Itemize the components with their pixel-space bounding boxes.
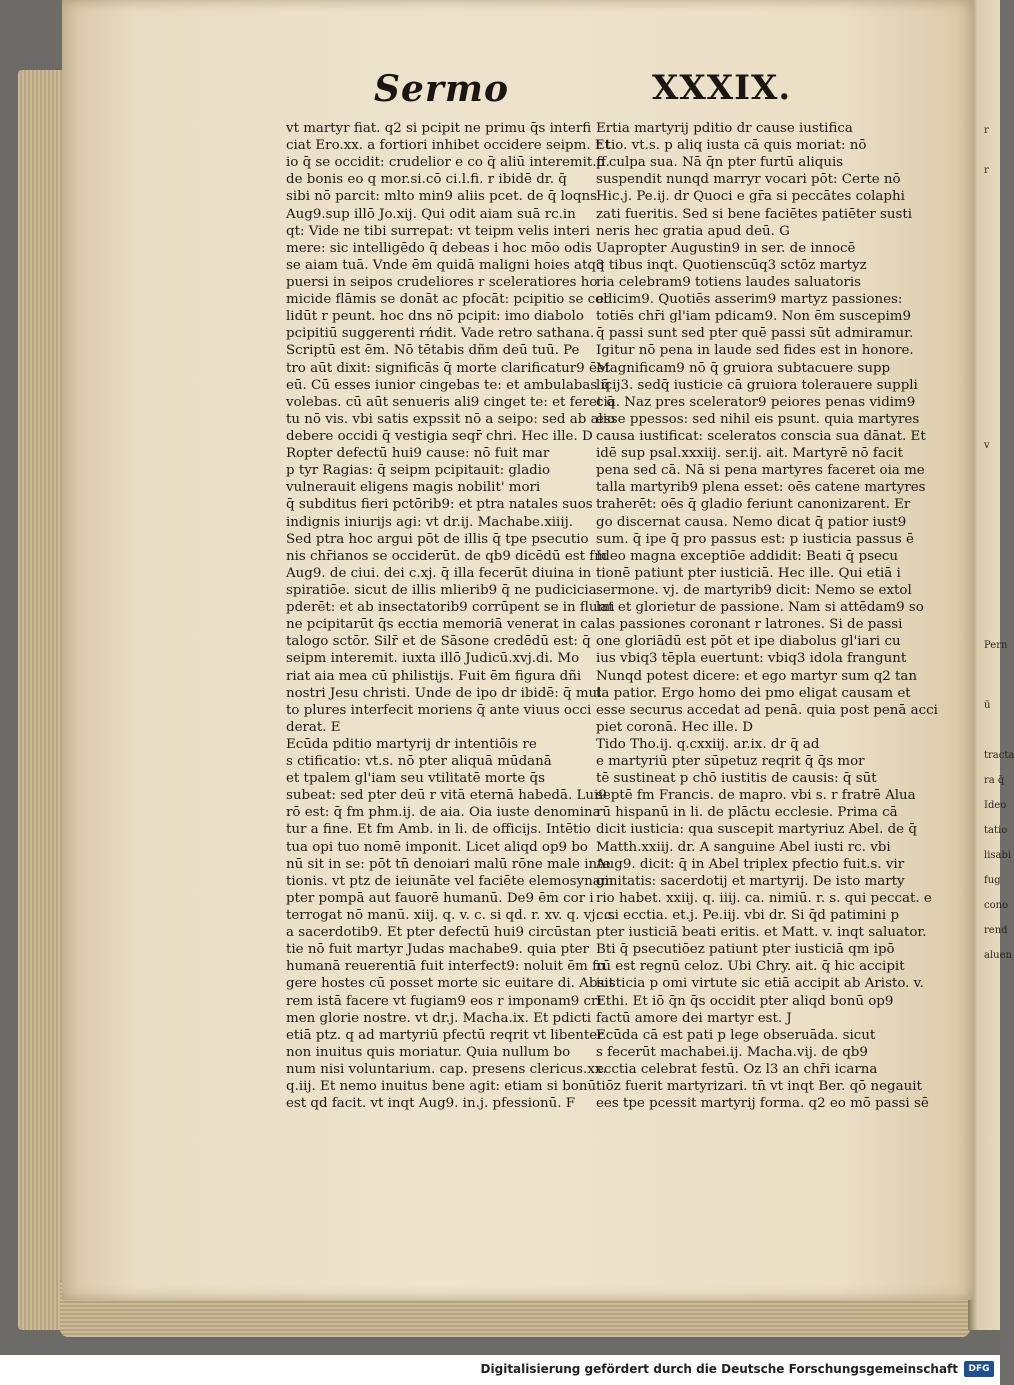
text-line: terrogat nō manū. xiij. q. v. c. si qd. r. xv. q. vj. c. <box>286 908 616 924</box>
text-line: esse ppessos: sed nihil eis psunt. quia martyres <box>596 411 920 427</box>
text-line: tiōz fuerit martyrizari. tn̄ vt inqt Ber. qō negauit <box>596 1079 922 1095</box>
facing-page-fragment: fug <box>984 875 1001 886</box>
text-line: nis chr̄ianos se occiderūt. de qb9 dicēdū est fm <box>286 548 607 564</box>
text-line: pderēt: et ab insectatorib9 corrūpent se in flumi <box>286 600 615 616</box>
text-line: tur a fine. Et fm Amb. in li. de officijs. Intētio <box>286 822 591 838</box>
text-line: factū amore dei martyr est. J <box>596 1010 792 1026</box>
text-line: puersi in seipos crudeliores r sceleratiores ho <box>286 274 598 290</box>
text-line: rio habet. xxiij. q. iiij. ca. nimiū. r. s. qui peccat. e <box>596 890 932 906</box>
text-line: est qd facit. vt inqt Aug9. in.j. pfessionū. F <box>286 1096 576 1112</box>
text-line: Ideo magna exceptiōe addidit: Beati q̄ psecu <box>596 548 899 564</box>
text-line: vulnerauit eligens magis nobilit' mori <box>286 480 541 496</box>
text-line: tro aūt dixit: significās q̄ morte clarificatur9 ēet <box>286 360 611 376</box>
facing-page-fragment: rend <box>984 925 1008 936</box>
text-line: esse securus accedat ad penā. quia post penā acci <box>596 702 938 718</box>
text-line: rem istā facere vt fugiam9 eos r imponam9 cri <box>286 993 602 1009</box>
text-line: talogo sctōr. Silr̄ et de Sāsone credēdū est: q̄ <box>286 634 591 650</box>
text-line: pena sed cā. Nā si pena martyres faceret oia me <box>596 463 925 479</box>
text-line: t tio. vt.s. p aliq iusta cā quis moriat: nō <box>596 138 867 154</box>
text-line: e martyriū pter sūpetuz reqrit q̄ q̄s mor <box>596 754 865 770</box>
text-line: pcipitiū suggerenti rńdit. Vade retro sathana. <box>286 326 595 342</box>
text-line: eū. Cū esses iunior cingebas te: et ambulabas q̄ <box>286 377 611 393</box>
text-line: one gloriādū est pōt et ipe diabolus gl'iari cu <box>596 634 901 650</box>
facing-page-fragment: tatio <box>984 825 1008 836</box>
facing-page-fragment: lisabi <box>984 850 1012 861</box>
left-text-column <box>286 120 616 1112</box>
text-line: humanā reuerentiā fuit interfect9: noluit ēm fu <box>286 959 606 975</box>
text-line: ciat Ero.xx. a fortiori inhibet occidere seipm. Et <box>286 138 610 154</box>
text-line: go discernat causa. Nemo dicat q̄ patior iust9 <box>596 514 907 530</box>
text-line: ria celebram9 totiens laudes saluatoris <box>596 274 862 290</box>
text-line: Ropter defectū hui9 cause: nō fuit mar <box>286 446 550 462</box>
text-line: Aug9. de ciui. dei c.xj. q̄ illa fecerūt diuina in <box>286 565 592 581</box>
facing-page-fragment: v <box>984 440 990 451</box>
text-line: cia. Naz pres scelerator9 peiores penas vidim9 <box>596 394 916 410</box>
text-line: nostri Jesu christi. Unde de ipo dr ibidē: q̄ mul <box>286 685 602 701</box>
text-line: s fecerūt machabei.ij. Macha.vij. de qb9 <box>596 1044 868 1060</box>
text-line: tua opi tuo nomē imponit. Licet aliqd op9 bo <box>286 839 588 855</box>
text-line: ees tpe pcessit martyrij forma. q2 eo mō passi sē <box>596 1096 929 1112</box>
text-line: Matth.xxiij. dr. A sanguine Abel iusti rc. vbi <box>596 839 891 855</box>
text-line: Igitur nō pena in laude sed fides est in honore. <box>596 343 914 359</box>
text-line: lat et glorietur de passione. Nam si attēdam9 so <box>596 600 924 616</box>
text-line: volebas. cū aūt senueris ali9 cinget te: et feret q̄ <box>286 394 616 410</box>
funding-notice: Digitalisierung gefördert durch die Deutsche Forschungsgemeinschaft <box>480 1362 958 1376</box>
text-line: a sacerdotib9. Et pter defectū hui9 circūstan <box>286 925 592 941</box>
facing-page-fragment: r <box>984 165 989 176</box>
text-line: lidūt r peunt. hoc dns nō pcipit: imo diabolo <box>286 309 584 325</box>
text-line: Sed ptra hoc argui pōt de illis q̄ tpe psecutio <box>286 531 589 547</box>
text-line: de bonis eo q mor.si.cō ci.l.fi. r ibidē dr. q̄ <box>286 172 567 188</box>
text-line: sermone. vj. de martyrib9 dicit: Nemo se extol <box>596 582 912 598</box>
text-line: nū sit in se: pōt tn̄ denoiari malū rōne male inte <box>286 856 611 872</box>
text-line: sibi nō parcit: mlto min9 aliis pcet. de q̄ loqns <box>286 189 597 205</box>
text-line: Tido Tho.ij. q.cxxiij. ar.ix. dr q̄ ad <box>596 736 820 752</box>
text-line: Nunqd potest dicere: et ego martyr sum q2 tan <box>596 668 918 684</box>
text-line: se aiam tuā. Vnde ēm quidā maligni hoies atq3 <box>286 257 605 273</box>
text-line: dicit iusticia: qua suscepit martyriuz Abel. de q̄ <box>596 822 917 838</box>
text-line: pter pompā aut fauorē humanū. De9 ēm cor i <box>286 890 594 906</box>
right-text-column <box>596 120 938 1112</box>
text-line: vt martyr fiat. q2 si pcipit ne primu q̄s interfi <box>286 121 592 136</box>
text-line: q.iij. Et nemo inuitus bene agit: etiam si bonū <box>286 1079 597 1095</box>
facing-page-fragment: Ideo <box>984 800 1007 811</box>
text-line: talla martyrib9 plena esset: oēs catene martyres <box>596 480 926 496</box>
text-line: tie nō fuit martyr Judas machabe9. quia pter <box>286 942 589 958</box>
text-line: q̄ passi sunt sed pter quē passi sūt admiramur. <box>596 326 914 342</box>
text-line: subeat: sed pter deū r vitā eternā habedā. Lui9 <box>286 788 607 804</box>
text-line: indignis iniurijs agi: vt dr.ij. Machabe.xiiij. <box>286 514 574 530</box>
text-line: gere hostes cū posset morte sic euitare di. Absit <box>286 976 614 992</box>
text-line: to plures interfecit moriens q̄ ante viuus occi <box>286 702 592 718</box>
text-line: Ethi. Et iō q̄n q̄s occidit pter aliqd bonū op9 <box>596 993 894 1009</box>
text-line: Magnificam9 nō q̄ gruiora subtacuere supp <box>596 360 891 376</box>
facing-page-fragment: r <box>984 125 989 136</box>
text-line: piet coronā. Hec ille. D <box>596 719 753 735</box>
text-line: seipm interemit. iuxta illō Judicū.xvj.di. Mo <box>286 651 580 667</box>
text-line: ta patior. Ergo homo dei pmo eligat causam et <box>596 685 911 701</box>
text-line: debere occidi q̄ vestigia seqr̄ chri. Hec ille. D <box>286 428 593 444</box>
text-line: sum. q̄ ipe q̄ pro passus est: p iusticia passus ē <box>596 531 914 547</box>
facing-page-fragment: Pern <box>984 640 1008 651</box>
text-line: pter iusticiā beati eritis. et Matt. v. inqt saluator. <box>596 925 927 941</box>
text-line: licij3. sedq̄ iusticie cā gruiora tolerauere suppli <box>596 377 918 393</box>
facing-page-fragment: ra q̄ <box>984 775 1005 786</box>
facing-page-fragment: aluen <box>984 950 1012 961</box>
text-line: q tibus inqt. Quotienscūq3 sctōz martyz <box>596 257 867 273</box>
text-line: neris hec gratia apud deū. G <box>596 223 790 239</box>
text-line: io q̄ se occidit: crudelior e co q̄ aliū interemit.ff. <box>286 155 610 171</box>
text-line: ne pcipitarūt q̄s ecctia memoriā venerat in ca <box>286 617 596 633</box>
text-line: micide flāmis se donāt ac pfocāt: pcipitio se col <box>286 292 608 308</box>
text-line: tē sustineat p chō iustitis de causis: q̄ sūt <box>596 771 877 787</box>
text-line: Bti q̄ psecutiōez patiunt pter iusticiā qm ipō <box>596 942 895 958</box>
facing-page-fragment: ū <box>984 700 991 711</box>
text-line: Hic.j. Pe.ij. dr Quoci e gr̄a si peccātes colaphi <box>596 189 905 205</box>
running-head-left: Sermo <box>374 68 509 110</box>
text-line: edicim9. Quotiēs asserim9 martyz passiones: <box>596 292 903 308</box>
text-line: ecctia celebrat festū. Oz l3 an chr̄i icarna <box>596 1062 878 1078</box>
text-line: tu nō vis. vbi satis expssit nō a seipo: sed ab alio <box>286 411 616 427</box>
text-line: iusticia p omi virtute sic etiā accipit ab Aristo. v. <box>596 976 924 992</box>
text-line: num nisi voluntarium. cap. presens clericus.xx. <box>286 1062 607 1078</box>
text-line: qt: Vide ne tibi surrepat: vt teipm velis interi <box>286 223 591 239</box>
text-line: Scriptū est ēm. Nō tētabis dñm deū tuū. Pe <box>286 343 580 359</box>
text-line: Aug9.sup illō Jo.xij. Qui odit aiam suā rc.in <box>286 206 576 222</box>
text-line: rū hispanū in li. de plāctu ecclesie. Prima cā <box>596 805 898 821</box>
text-line: suspendit nunqd marryr vocari pōt: Certe nō <box>596 172 901 188</box>
text-line: etiā ptz. q ad martyriū pfectū reqrit vt libenter <box>286 1027 604 1043</box>
text-line: Aug9. dicit: q̄ in Abel triplex pfectio fuit.s. vir <box>596 856 905 872</box>
text-line: c.si ecctia. et.j. Pe.iij. vbi dr. Si q̄d patimini p <box>596 908 900 924</box>
running-head-right: XXXIX. <box>652 68 792 108</box>
text-line: rō est: q̄ fm phm.ij. de aia. Oia iuste denomina <box>286 805 601 821</box>
text-line: ius vbiq3 tēpla euertunt: vbiq3 idola frangunt <box>596 651 907 667</box>
text-line: rū est regnū celoz. Ubi Chry. ait. q̄ hic accipit <box>596 959 905 975</box>
text-line: Uapropter Augustin9 in ser. de innocē <box>596 240 856 256</box>
text-line: las passiones coronant r latrones. Si de passi <box>596 617 903 633</box>
footer-bar <box>0 1355 1000 1385</box>
text-line: tionē patiunt pter iusticiā. Hec ille. Qui etiā i <box>596 565 901 581</box>
text-line: Ecūda cā est pati p lege obseruāda. sicut <box>596 1027 876 1043</box>
text-line: idē sup psal.xxxiij. ser.ij. ait. Martyrē nō facit <box>596 446 903 462</box>
facing-page-fragment: cono <box>984 900 1009 911</box>
text-line: derat. E <box>286 719 341 735</box>
text-line: totiēs chr̄i gl'iam pdicam9. Non ēm suscepim9 <box>596 309 912 325</box>
text-line: spiratiōe. sicut de illis mlierib9 q̄ ne pudicicia <box>286 582 597 598</box>
text-line: zati fueritis. Sed si bene faciētes patiēter susti <box>596 206 913 222</box>
text-line: riat aia mea cū philistijs. Fuit ēm figura dñi <box>286 668 582 684</box>
text-line: ginitatis: sacerdotij et martyrij. De isto marty <box>596 873 905 889</box>
text-line: non inuitus quis moriatur. Quia nullum bo <box>286 1044 571 1060</box>
text-line: tionis. vt ptz de ieiunāte vel faciēte elemosynam <box>286 873 614 889</box>
text-line: Ecūda pditio martyrij dr intentiōis re <box>286 736 537 752</box>
dfg-logo: DFG <box>964 1361 994 1377</box>
text-line: p culpa sua. Nā q̄n pter furtū aliquis <box>596 155 844 171</box>
text-line: et tpalem gl'iam seu vtilitatē morte q̄s <box>286 771 545 787</box>
text-line: septē fm Francis. de mapro. vbi s. r fratrē Alua <box>596 788 916 804</box>
text-line: traherēt: oēs q̄ gladio feriunt canonizarent. Er <box>596 497 911 513</box>
text-line: men glorie nostre. vt dr.j. Macha.ix. Et pdicti <box>286 1010 592 1026</box>
text-line: Ertia martyrij pditio dr cause iustifica <box>596 121 853 136</box>
text-line: s ctificatio: vt.s. nō pter aliquā mūdanā <box>286 754 552 770</box>
facing-page-fragment: tracta <box>984 750 1014 761</box>
text-line: p tyr Ragias: q̄ seipm pcipitauit: gladio <box>286 463 551 479</box>
text-line: q̄ subditus fieri pctōrib9: et ptra natales suos <box>286 497 593 513</box>
text-line: causa iustificat: sceleratos conscia sua dānat. Et <box>596 428 926 444</box>
text-line: mere: sic intelligēdo q̄ debeas i hoc mōo odis <box>286 240 592 256</box>
